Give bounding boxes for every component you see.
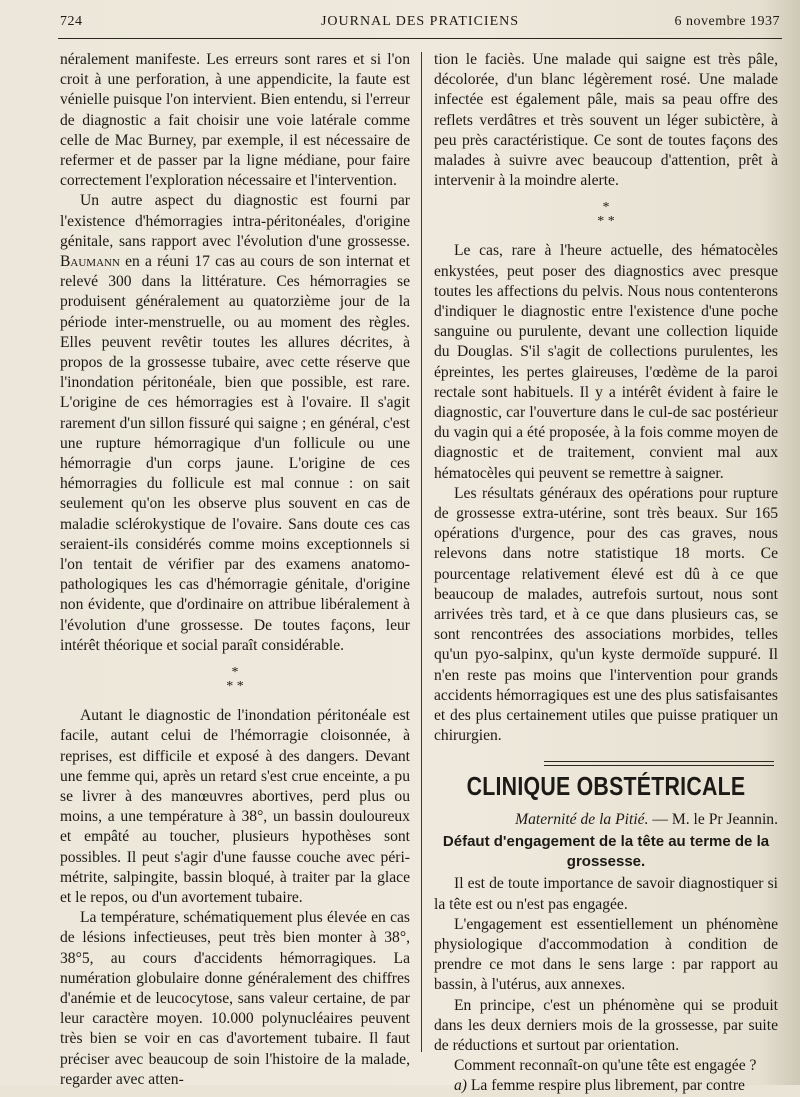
paragraph: néralement manifeste. Les erreurs sont rares et si l'on croit à une perforation, à une appendicite, la faute est vénielle puisque l'on intervient. Bien entendu, si l'erreur de diagnostic a fait choisir une voie latérale comme celle de Mac Burney, par exemple, il est nécessaire de refermer et de passer par la ligne médiane, pour faire correctement l'exploration nécessaire et l'intervention. bbox=[60, 51, 410, 190]
paragraph: Les résultats généraux des opérations pour rupture de grossesse extra-utérine, sont très beaux. Sur 165 opérations d'urgence, pour des cas graves, nous relevons dans notre statistique 18 morts. Ce pourcentage relativement élevé est dû à ce que beaucoup de malades, autrefois surtout, nous sont arrivées très tard, et à ce que dans plusieurs cas, se sont rencontrées des associations morbides, telles qu'un pyo-salpinx, qu'un kyste dermoïde suppuré. Il n'en reste pas moins que l'intervention pour grands accidents hémorragiques est une des plus satisfaisantes et des plus certainement utiles que puisse pratiquer un chirurgien. bbox=[434, 484, 778, 745]
right-column bbox=[434, 50, 778, 1097]
issue-date: 6 novembre 1937 bbox=[674, 14, 780, 29]
paragraph: Il est de toute importance de savoir diagnostiquer si la tête est ou n'est pas engagée. bbox=[434, 875, 778, 913]
column-divider bbox=[421, 52, 422, 1052]
service-line: Maternité de la Pitié. — M. le Pr Jeannin. bbox=[515, 810, 778, 828]
paragraph: En principe, c'est un phénomène qui se produit dans les deux derniers mois de la grossesse, par suite de réductions et surtout par orientation. bbox=[434, 996, 778, 1054]
section-title: CLINIQUE OBSTÉTRICALE bbox=[466, 770, 746, 801]
section-rule bbox=[544, 761, 774, 762]
paragraph: Le cas, rare à l'heure actuelle, des hématocèles enkystées, peut poser des diagnostics avec presque toutes les affections du pelvis. Nous nous contenterons d'indiquer le diagnostic entre l'existence d'une poche sanguine ou purulente, devant une collection liquide du Douglas. S'il s'agit de collections purulentes, les épreintes, les pertes glaireuses, l'œdème de la paroi rectale sont habituels. Il y a intérêt évident à faire le diagnostic, car l'ouverture dans le cul-de sac postérieur du vagin qui a été proposée, à la fois comme moyen de diagnostic et de traitement, convient mal aux hématocèles qui peuvent se remettre à saigner. bbox=[434, 242, 778, 482]
paragraph: Un autre aspect du diagnostic est fourni par l'existence d'hémorragies intra-péritonéales, d'origine génitale, sans rapport avec l'évolution d'une grossesse. Baumann en a réuni 17 cas au cours de son internat et relevé 300 dans la littérature. Ces hémorragies se produisent généralement au quatorzième jour de la période inter-menstruelle, ou au moment des règles. Elles peuvent revêtir toutes les allures décrites, à propos de la grossesse tubaire, avec cette réserve que l'inondation péritonéale, bien que possible, est rare. L'origine de ces hémorragies est à l'ovaire. Il s'agit rarement d'un sillon fissuré qui saigne ; en général, c'est une rupture hémorragique d'un follicule ou une hémorragie d'un corps jaune. L'origine de ces hémorragies du follicule est mal connue : on sait seulement qu'on les observe plus souvent en cas de maladie sclérokystique de l'ovaire. Sans doute ces cas seraient-ils considérés comme moins exceptionnels si l'on tentait de vérifier par des examens anatomo-pathologiques les cas d'hémorragie génitale, d'origine non évidente, que d'ordinaire on attribue libéralement à l'évolution d'une grossesse. De toutes façons, leur intérêt théorique et social paraît considérable. bbox=[60, 192, 410, 654]
page-header bbox=[60, 14, 780, 38]
paragraph: a) La femme respire plus librement, par contre bbox=[454, 1077, 745, 1095]
paragraph: Autant le diagnostic de l'inondation péritonéale est facile, autant celui de l'hémorragie cloisonnée, à reprises, est difficile et exposé à des dangers. Devant une femme qui, après un retard s'est crue enceinte, a pu se livrer à des manœuvres abortives, perd plus ou moins, a une température à 38°, un bassin douloureux et empâté au toucher, plusieurs hypothèses sont possibles. Il peut s'agir d'une fausse couche avec péri-métrite, salpingite, bassin bloqué, à traiter par la glace et le repos, ou d'un avortement tubaire. bbox=[60, 707, 410, 906]
paragraph: tion le faciès. Une malade qui saigne est très pâle, décolorée, d'un blanc légèrement rosé. Une malade infectée est également pâle, mais sa peau offre des reflets verdâtres et très souvent un léger subictère, à peu près caractéristique. Ce sont de toutes façons des malades à suivre avec beaucoup d'attention, prêt à intervenir à la moindre alerte. bbox=[434, 51, 778, 190]
article-title: Défaut d'engagement de la tête au terme de la grossesse. bbox=[442, 832, 770, 871]
section-asterism: * * * bbox=[226, 665, 244, 695]
section-rule bbox=[544, 765, 774, 766]
paragraph: L'engagement est essentiellement un phénomène physiologique d'accommodation à condition de prendre ce mot dans le sens large : par rapport au bassin, à l'utérus, aux annexes. bbox=[434, 915, 778, 994]
author-name: Baumann bbox=[60, 253, 120, 271]
header-rule bbox=[58, 38, 782, 39]
paragraph: Comment reconnaît-on qu'une tête est engagée ? bbox=[454, 1057, 757, 1075]
page-number: 724 bbox=[60, 14, 83, 29]
left-column bbox=[60, 50, 410, 1090]
journal-title: JOURNAL DES PRATICIENS bbox=[320, 14, 520, 29]
section-asterism: * * * bbox=[597, 200, 615, 230]
paragraph: La température, schématiquement plus élevée en cas de lésions infectieuses, peut très bien monter à 38°, 38°5, au cours d'accidents hémorragiques. La numération globulaire donne généralement des chiffres d'anémie et de leucocytose, sans valeur certaine, de par leur caractère moyen. 10.000 polynucléaires peuvent très bien se voir en cas d'avortement tubaire. Il faut préciser avec beaucoup de soin l'histoire de la malade, regarder avec atten- bbox=[60, 909, 410, 1088]
